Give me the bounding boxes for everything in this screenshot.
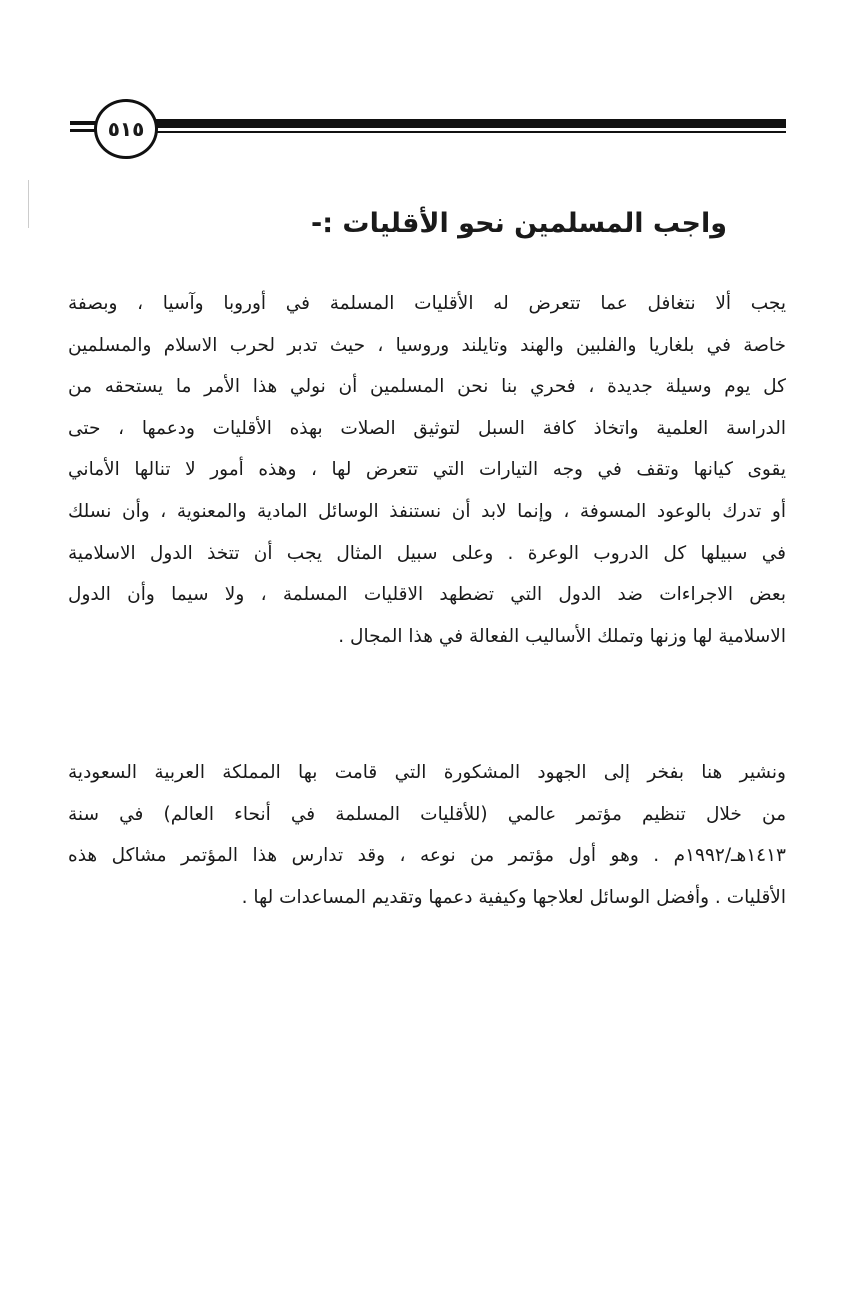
page-number: ٥١٥ bbox=[94, 99, 158, 159]
text-line: الدراسة العلمية واتخاذ كافة السبل لتوثيق الصلات بهذه الأقليات ودعمها ، حتى bbox=[68, 417, 786, 439]
text-line: ونشير هنا بفخر إلى الجهود المشكورة التي قامت بها المملكة العربية السعودية bbox=[68, 762, 786, 783]
text-line: كل يوم وسيلة جديدة ، فحري بنا نحن المسلمين أن نولي هذا الأمر ما يستحقه من bbox=[68, 376, 786, 398]
text-line: في سبيلها كل الدروب الوعرة . وعلى سبيل المثال يجب أن تتخذ الدول الاسلامية bbox=[68, 542, 786, 564]
section-title: واجب المسلمين نحو الأقليات :- bbox=[311, 208, 727, 239]
text-line: خاصة في بلغاريا والفلبين والهند وتايلند وروسيا ، حيث تدبر لحرب الاسلام والمسلمين bbox=[68, 334, 786, 356]
text-line: يجب ألا نتغافل عما تتعرض له الأقليات المسلمة في أوروبا وآسيا ، وبصفة bbox=[68, 293, 786, 314]
text-line: الاسلامية لها وزنها وتملك الأساليب الفعالة في هذا المجال . bbox=[338, 625, 786, 647]
header-rule-thick bbox=[156, 119, 786, 128]
paragraph-2 bbox=[68, 752, 786, 918]
paragraph-1 bbox=[68, 283, 786, 657]
text-line: من خلال تنظيم مؤتمر عالمي (للأقليات المسلمة في أنحاء العالم) في سنة bbox=[68, 803, 786, 825]
margin-mark bbox=[28, 180, 29, 228]
text-line: أو تدرك بالوعود المسوفة ، وإنما لابد أن نستنفذ الوسائل المادية والمعنوية ، وأن نسلك bbox=[68, 500, 786, 522]
text-line: يقوى كيانها وتقف في وجه التيارات التي تتعرض لها ، وهذه أمور لا تنالها الأماني bbox=[68, 459, 786, 481]
text-line: بعض الاجراءات ضد الدول التي تضطهد الاقليات المسلمة ، ولا سيما وأن الدول bbox=[68, 584, 786, 606]
header-rule-thin bbox=[156, 131, 786, 133]
text-line: ١٤١٣هـ/١٩٩٢م . وهو أول مؤتمر من نوعه ، وقد تدارس هذا المؤتمر مشاكل هذه bbox=[68, 845, 786, 867]
text-line: الأقليات . وأفضل الوسائل لعلاجها وكيفية دعمها وتقديم المساعدات لها . bbox=[241, 886, 786, 908]
page-header bbox=[70, 95, 786, 167]
